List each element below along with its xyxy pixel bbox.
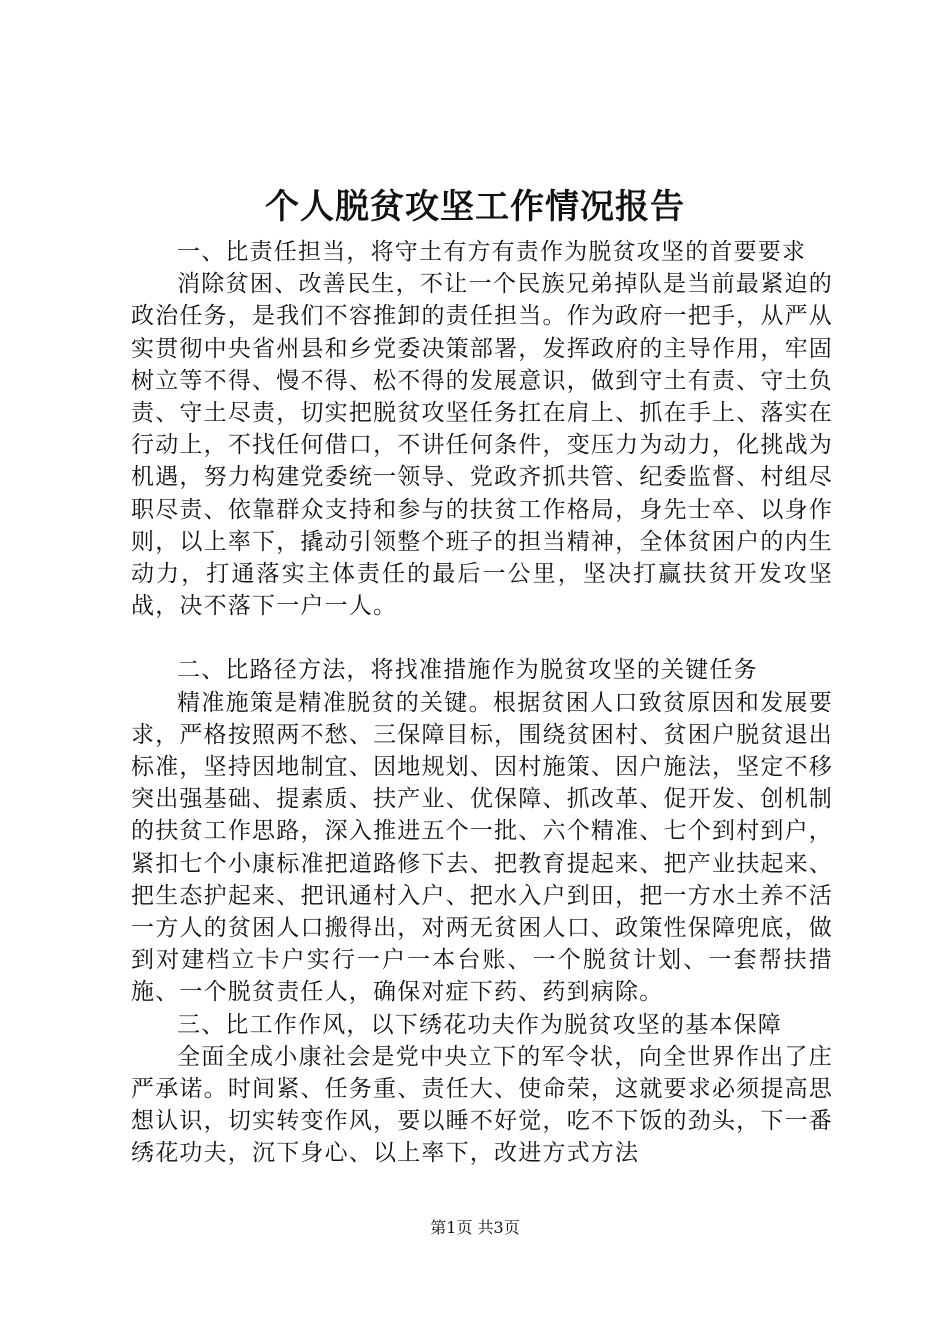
- body-paragraph-3: 全面全成小康社会是党中央立下的军令状，向全世界作出了庄严承诺。时间紧、任务重、责任大、使命荣，这就要求必须提高思想认识，切实转变作风，要以睡不好觉，吃不下饭的劲头，下一番绣花功夫，沉下身心、以上率下，改进方式方法: [131, 1043, 833, 1167]
- document-body: [131, 236, 833, 1170]
- document-title: 个人脱贫攻坚工作情况报告: [265, 187, 685, 227]
- section-heading-1: 一、比责任担当，将守土有方有责作为脱贫攻坚的首要要求: [177, 239, 807, 265]
- section-heading-3: 三、比工作作风，以下绣花功夫作为脱贫攻坚的基本保障: [177, 1011, 782, 1038]
- body-paragraph-2: 精准施策是精准脱贫的关键。根据贫困人口致贫原因和发展要求，严格按照两不愁、三保障目标，围绕贫困村、贫困户脱贫退出标准，坚持因地制宜、因地规划、因村施策、因户施法，坚定不移突出强基础、提素质、扶产业、优保障、抓改革、促开发、创机制的扶贫工作思路，深入推进五个一批、六个精准、七个到村到户，紧扣七个小康标准把道路修下去、把教育提起来、把产业扶起来、把生态护起来、把讯通村入户、把水入户到田，把一方水土养不活一方人的贫困人口搬得出，对两无贫困人口、政策性保障兜底，做到对建档立卡户实行一户一本台账、一个脱贫计划、一套帮扶措施、一个脱贫责任人，确保对症下药、药到病除。: [131, 689, 833, 1006]
- page-indicator: 第1页 共3页: [430, 1218, 520, 1237]
- body-paragraph-1: 消除贫困、改善民生，不让一个民族兄弟掉队是当前最紧迫的政治任务，是我们不容推卸的责任担当。作为政府一把手，从严从实贯彻中央省州县和乡党委决策部署，发挥政府的主导作用，牢固树立等不得、慢不得、松不得的发展意识，做到守土有责、守土负责、守土尽责，切实把脱贫攻坚任务扛在肩上、抓在手上、落实在行动上，不找任何借口，不讲任何条件，变压力为动力，化挑战为机遇，努力构建党委统一领导、党政齐抓共管、纪委监督、村组尽职尽责、依靠群众支持和参与的扶贫工作格局，身先士卒、以身作则，以上率下，撬动引领整个班子的担当精神，全体贫困户的内生动力，打通落实主体责任的最后一公里，坚决打赢扶贫开发攻坚战，决不落下一户一人。: [131, 271, 833, 620]
- section-heading-2: 二、比路径方法，将找准措施作为脱贫攻坚的关键任务: [177, 657, 758, 684]
